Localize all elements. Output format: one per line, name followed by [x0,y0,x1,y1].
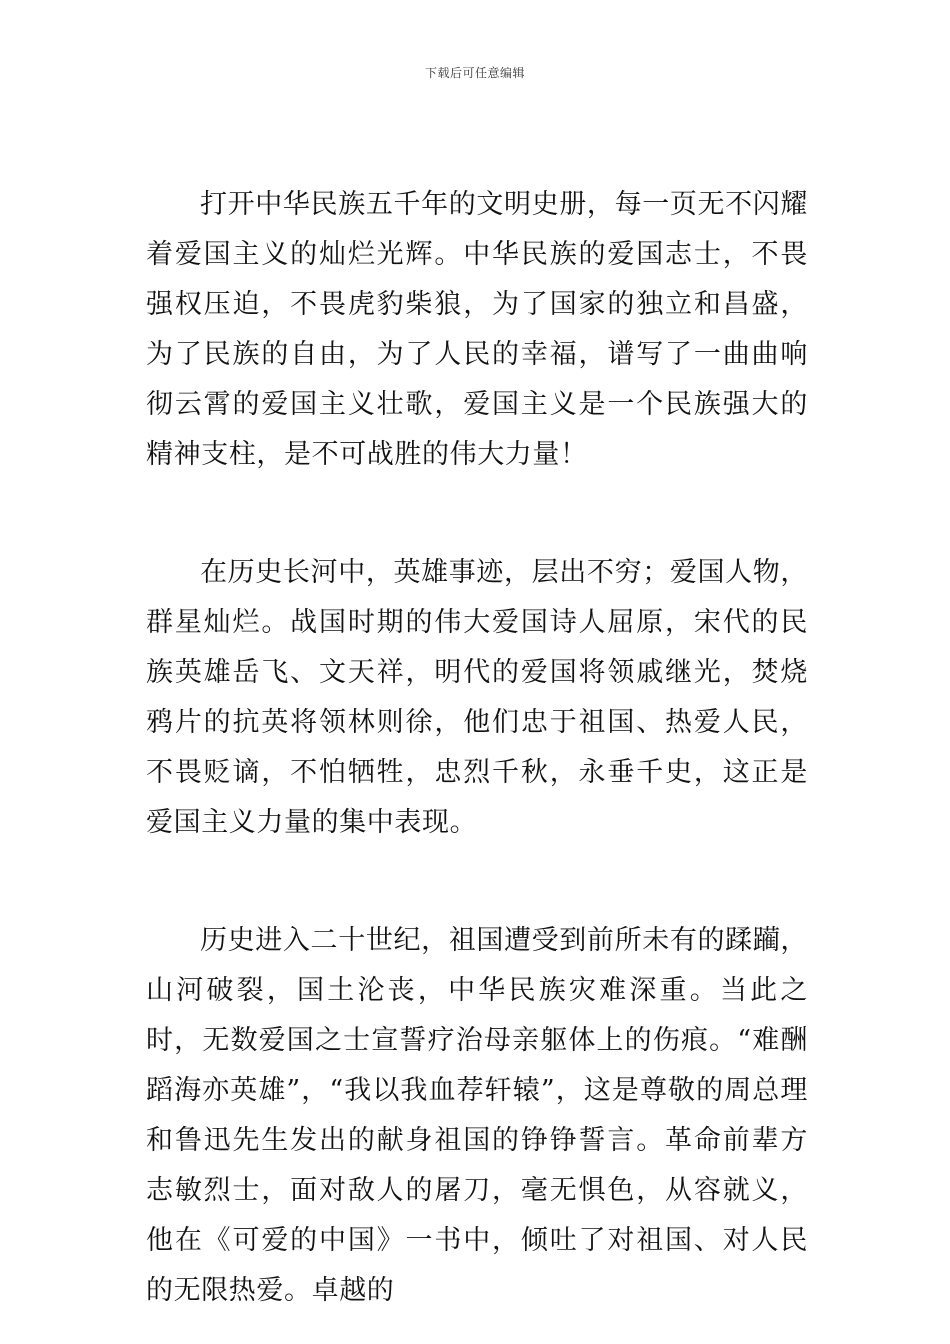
paragraph-3: 历史进入二十世纪，祖国遭受到前所未有的蹂躏，山河破裂，国土沦丧，中华民族灾难深重。当此之时，无数爱国之士宣誓疗治母亲躯体上的伤痕。“难酬蹈海亦英雄”，“我以我血荐轩辕”，这是尊敬的周总理和鲁迅先生发出的献身祖国的铮铮誓言。革命前辈方志敏烈士，面对敌人的屠刀，毫无惧色，从容就义，他在《可爱的中国》一书中，倾吐了对祖国、对人民的无限热爱。卓越的 [146,925,808,1306]
page-header: 下载后可任意编辑 [424,66,525,80]
paragraph-1: 打开中华民族五千年的文明史册，每一页无不闪耀着爱国主义的灿烂光辉。中华民族的爱国志士，不畏强权压迫，不畏虎豹柴狼，为了国家的独立和昌盛，为了民族的自由，为了人民的幸福，谱写了一曲曲响彻云霄的爱国主义壮歌，爱国主义是一个民族强大的精神支柱，是不可战胜的伟大力量！ [146,189,808,470]
paragraph-2: 在历史长河中，英雄事迹，层出不穷；爱国人物，群星灿烂。战国时期的伟大爱国诗人屈原，宋代的民族英雄岳飞、文天祥，明代的爱国将领戚继光，焚烧鸦片的抗英将领林则徐，他们忠于祖国、热爱人民，不畏贬谪，不怕牺牲，忠烈千秋，永垂千史，这正是爱国主义力量的集中表现。 [146,557,808,838]
document-body [146,180,808,1316]
